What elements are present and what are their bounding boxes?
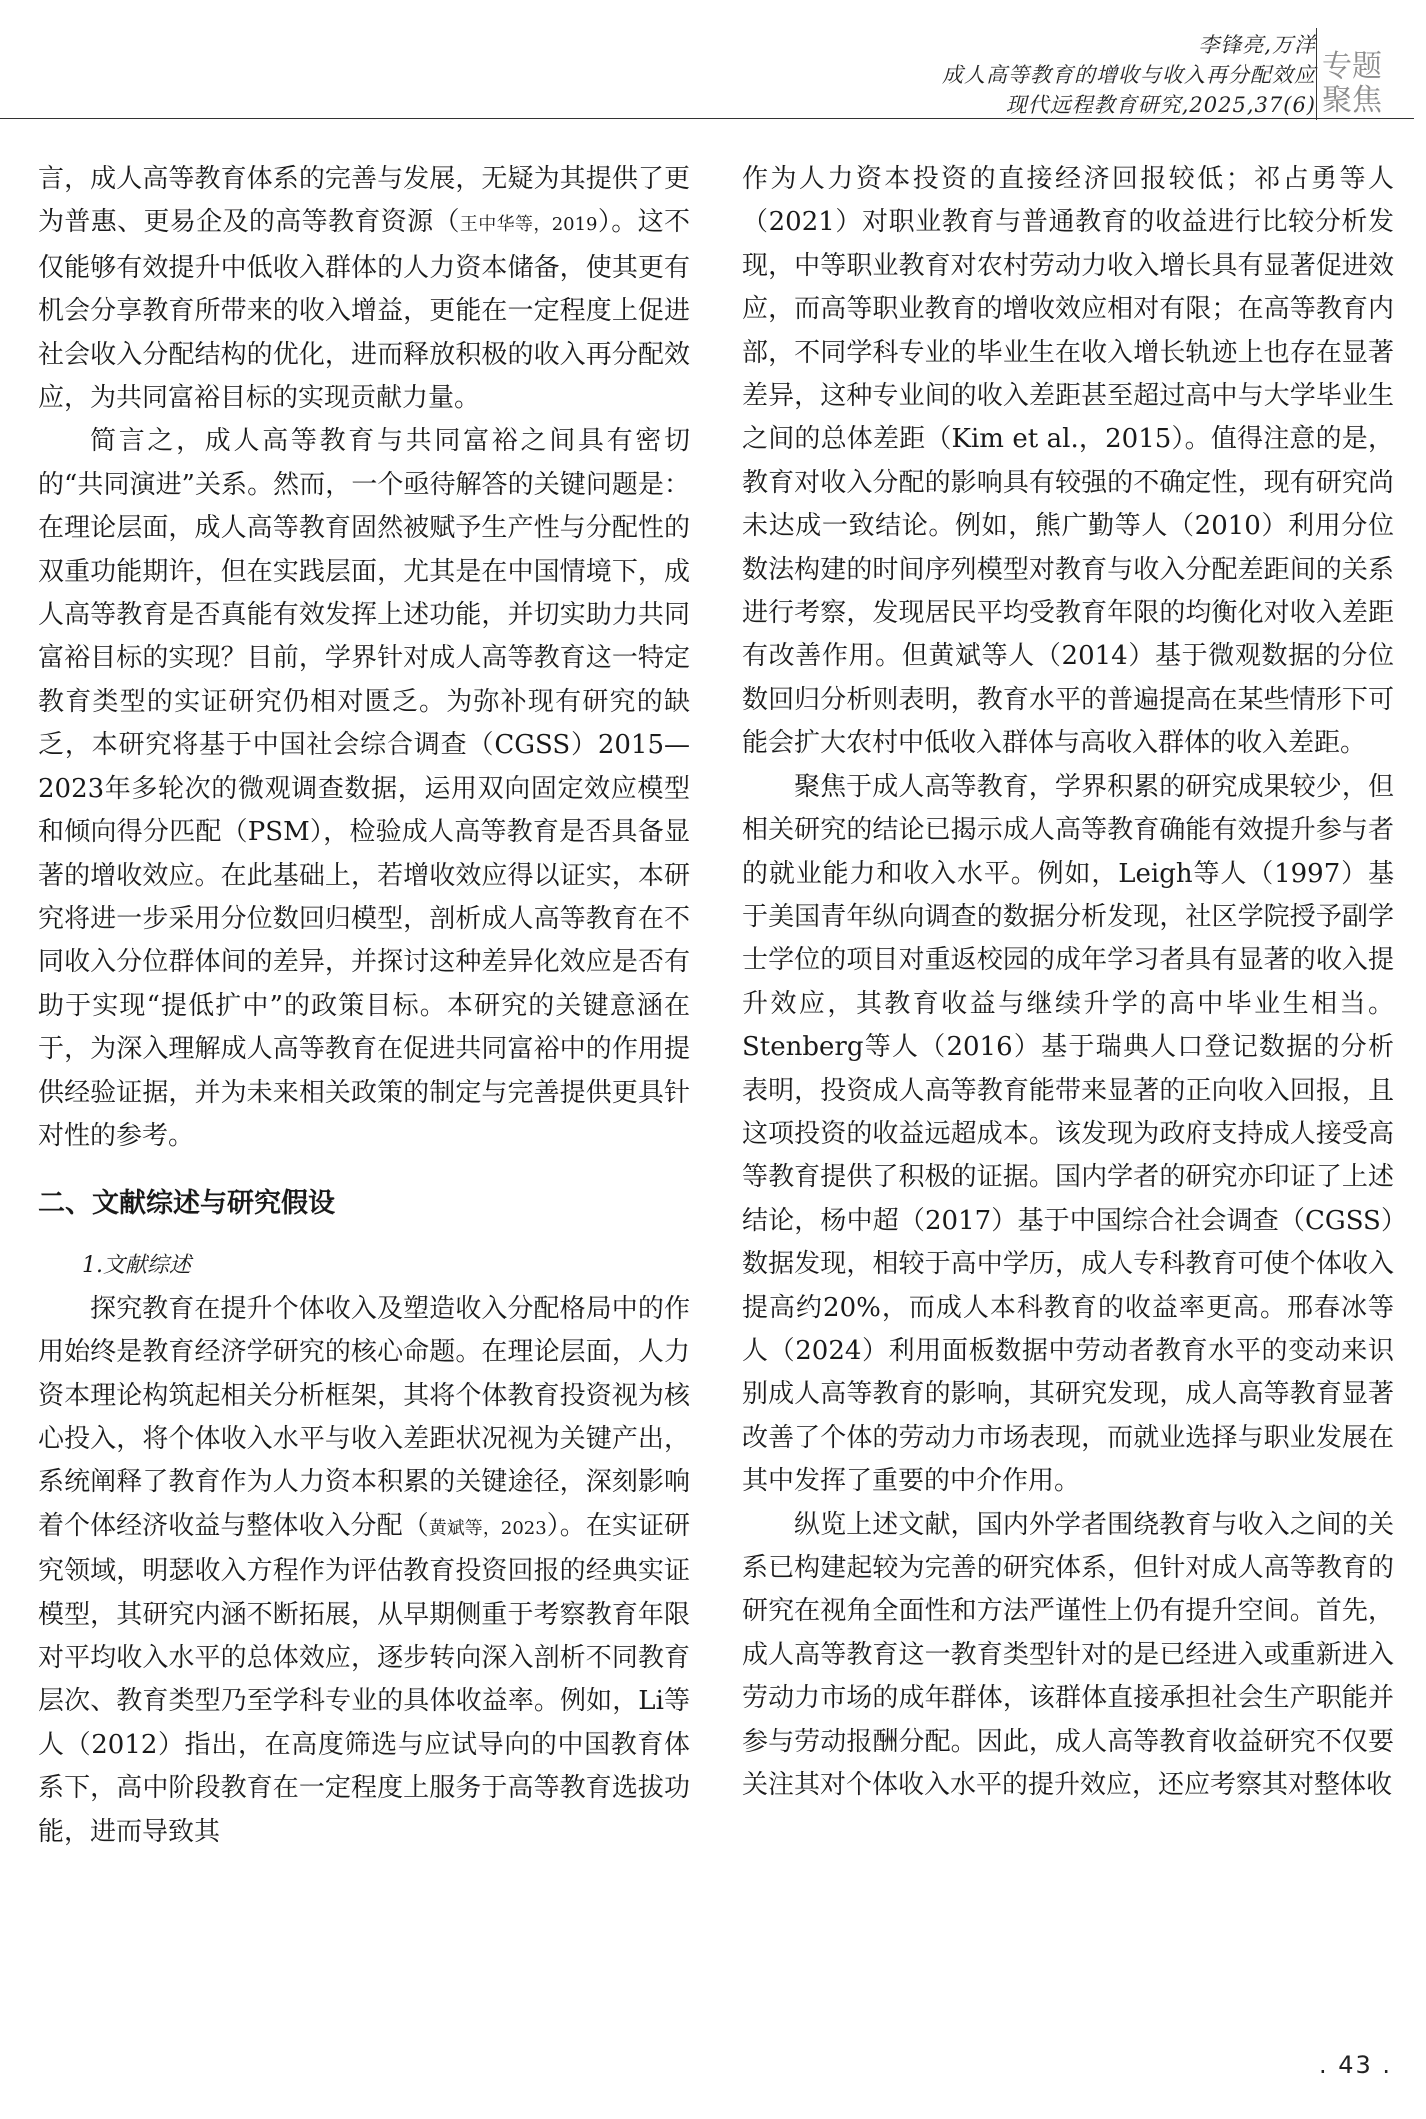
paragraph [38,1288,690,1854]
paragraph-text: ）。这不仅能够有效提升中低收入群体的人力资本储备，使其更有机会分享教育所带来的收入增益，更能在一定程度上促进社会收入分配结构的优化，进而释放积极的收入再分配效应，为共同富裕目标的实现贡献力量。 [38,207,690,414]
citation: 黄斌等，2023 [428,1517,547,1539]
citation: 王中华等，2019 [459,214,598,236]
header-meta [942,30,1316,120]
left-column [38,158,690,1854]
header-authors: 李锋亮,万洋 [1198,33,1316,57]
paragraph: 聚焦于成人高等教育，学界积累的研究成果较少，但相关研究的结论已揭示成人高等教育确能有效提升参与者的就业能力和收入水平。例如，Leigh等人（1997）基于美国青年纵向调查的数据分析发现，社区学院授予副学士学位的项目对重返校园的成年学习者具有显著的收入提升效应，其教育收益与继续升学的高中毕业生相当。Stenberg等人（2016）基于瑞典人口登记数据的分析表明，投资成人高等教育能带来显著的正向收入回报，且这项投资的收益远超成本。该发现为政府支持成人接受高等教育提供了积极的证据。国内学者的研究亦印证了上述结论，杨中超（2017）基于中国综合社会调查（CGSS）数据发现，相较于高中学历，成人专科教育可使个体收入提高约20%，而成人本科教育的收益率更高。邢春冰等人（2024）利用面板数据中劳动者教育水平的变动来识别成人高等教育的影响，其研究发现，成人高等教育显著改善了个体的劳动力市场表现，而就业选择与职业发展在其中发挥了重要的中介作用。 [742,771,1394,1497]
section-heading: 二、文献综述与研究假设 [38,1188,335,1220]
paragraph: 纵览上述文献，国内外学者围绕教育与收入之间的关系已构建起较为完善的研究体系，但针对成人高等教育的研究在视角全面性和方法严谨性上仍有提升空间。首先，成人高等教育这一教育类型针对的是已经进入或重新进入劳动力市场的成年群体，该群体直接承担社会生产职能并参与劳动报酬分配。因此，成人高等教育收益研究不仅要关注其对个体收入水平的提升效应，还应考察其对整体收 [742,1509,1394,1801]
paragraph [38,158,690,420]
header-journal-citation: 现代远程教育研究,2025,37(6) [1005,93,1316,117]
column-tag [1322,50,1382,118]
paragraph: 简言之，成人高等教育与共同富裕之间具有密切的“共同演进”关系。然而，一个亟待解答的关键问题是：在理论层面，成人高等教育固然被赋予生产性与分配性的双重功能期许，但在实践层面，尤其是在中国情境下，成人高等教育是否真能有效发挥上述功能，并切实助力共同富裕目标的实现？目前，学界针对成人高等教育这一特定教育类型的实证研究仍相对匮乏。为弥补现有研究的缺乏，本研究将基于中国社会综合调查（CGSS）2015—2023年多轮次的微观调查数据，运用双向固定效应模型和倾向得分匹配（PSM），检验成人高等教育是否具备显著的增收效应。在此基础上，若增收效应得以证实，本研究将进一步采用分位数回归模型，剖析成人高等教育在不同收入分位群体间的差异，并探讨这种差异化效应是否有助于实现“提低扩中”的政策目标。本研究的关键意涵在于，为深入理解成人高等教育在促进共同富裕中的作用提供经验证据，并为未来相关政策的制定与完善提供更具针对性的参考。 [38,426,690,1151]
header-article-title: 成人高等教育的增收与收入再分配效应 [942,63,1316,87]
header-divider [1316,28,1317,120]
paragraph-text: 言，成人高等教育体系的完善与发展，无疑为其提供了更为普惠、更易企及的高等教育资源（ [38,164,690,238]
subsection-heading: 1.文献综述 [82,1253,191,1279]
column-tag-line1: 专题 [1322,49,1382,84]
paragraph-text: ）。在实证研究领域，明瑟收入方程作为评估教育投资回报的经典实证模型，其研究内涵不断拓展，从早期侧重于考察教育年限对平均收入水平的总体效应，逐步转向深入剖析不同教育层次、教育类型乃至学科专业的具体收益率。例如，Li等人（2012）指出，在高度筛选与应试导向的中国教育体系下，高中阶段教育在一定程度上服务于高等教育选拔功能，进而导致其 [38,1510,690,1847]
paragraph-text: 探究教育在提升个体收入及塑造收入分配格局中的作用始终是教育经济学研究的核心命题。在理论层面，人力资本理论构筑起相关分析框架，其将个体教育投资视为核心投入，将个体收入水平与收入差距状况视为关键产出，系统阐释了教育作为人力资本积累的关键途径，深刻影响着个体经济收益与整体收入分配（ [38,1293,690,1541]
page-number: . 43 . [1318,2051,1392,2079]
running-header [0,24,1414,120]
column-tag-line2: 聚焦 [1322,83,1382,118]
paragraph: 作为人力资本投资的直接经济回报较低；祁占勇等人（2021）对职业教育与普通教育的收益进行比较分析发现，中等职业教育对农村劳动力收入增长具有显著促进效应，而高等职业教育的增收效应相对有限；在高等教育内部，不同学科专业的毕业生在收入增长轨迹上也存在显著差异，这种专业间的收入差距甚至超过高中与大学毕业生之间的总体差距（Kim et al.，2015）。值得注意的是，教育对收入分配的影响具有较强的不确定性，现有研究尚未达成一致结论。例如，熊广勤等人（2010）利用分位数法构建的时间序列模型对教育与收入分配差距间的关系进行考察，发现居民平均受教育年限的均衡化对收入差距有改善作用。但黄斌等人（2014）基于微观数据的分位数回归分析则表明，教育水平的普遍提高在某些情形下可能会扩大农村中低收入群体与高收入群体的收入差距。 [742,164,1394,759]
header-rule [0,118,1414,119]
right-column [742,158,1394,1807]
